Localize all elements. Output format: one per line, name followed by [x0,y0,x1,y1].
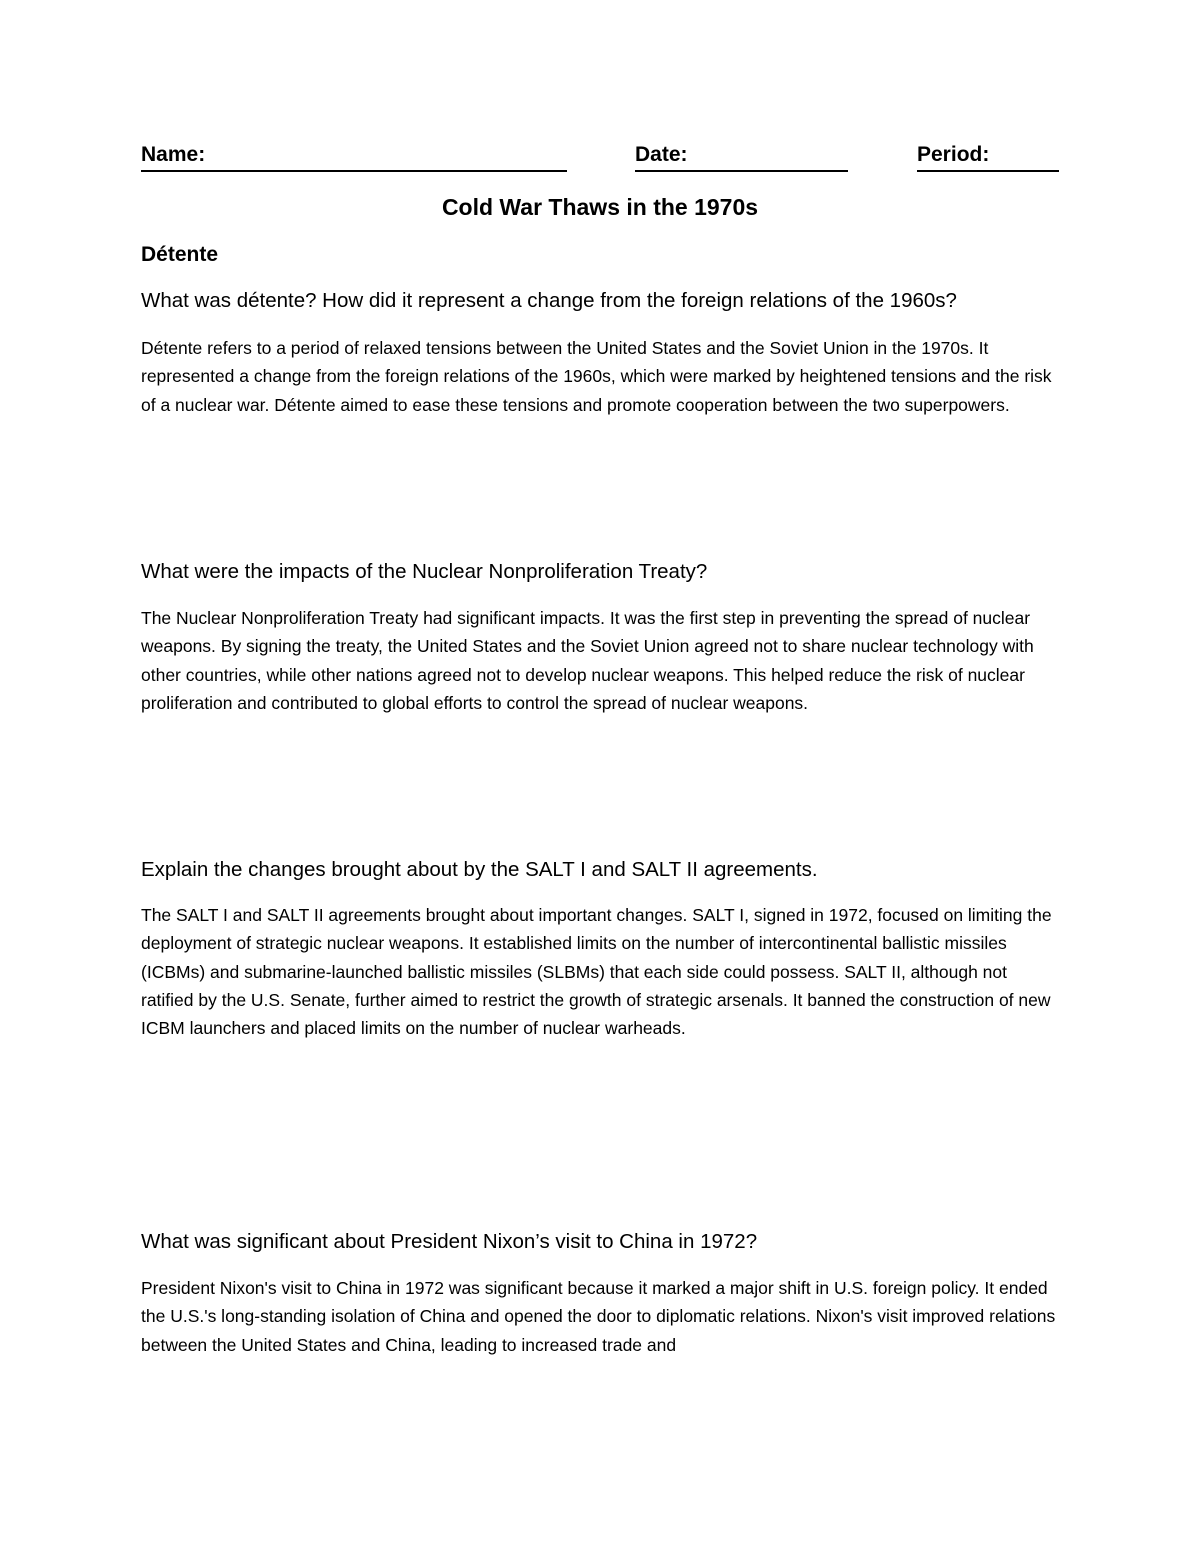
name-field[interactable] [141,140,567,172]
worksheet-title: Cold War Thaws in the 1970s [441,194,759,220]
question-2: What were the impacts of the Nuclear Nonproliferation Treaty? [141,560,708,583]
period-label: Period: [917,143,990,166]
date-label: Date: [635,143,688,166]
answer-4: President Nixon's visit to China in 1972 was significant because it marked a major shift in U.S. foreign policy. It ended the U.S.'s long-standing isolation of China and opened the door to diplomatic relations. Nixon's visit improved relations between the United States and China, leading to increased trade and [141,1278,1056,1355]
question-1: What was détente? How did it represent a change from the foreign relations of the 1960s? [141,289,957,312]
name-label: Name: [141,143,206,166]
question-4: What was significant about President Nixon’s visit to China in 1972? [141,1230,758,1253]
date-field[interactable] [635,140,848,172]
student-info-header [141,140,1059,172]
answer-2: The Nuclear Nonproliferation Treaty had significant impacts. It was the first step in preventing the spread of nuclear weapons. By signing the treaty, the United States and the Soviet Union agreed not to share nuclear technology with other countries, while other nations agreed not to develop nuclear weapons. This helped reduce the risk of nuclear proliferation and contributed to global efforts to control the spread of nuclear weapons. [141,608,1034,713]
answer-1: Détente refers to a period of relaxed tensions between the United States and the Soviet Union in the 1970s. It represented a change from the foreign relations of the 1960s, which were marked by heightened tensions and the risk of a nuclear war. Détente aimed to ease these tensions and promote cooperation between the two superpowers. [141,338,1052,415]
question-3: Explain the changes brought about by the SALT I and SALT II agreements. [141,858,818,881]
answer-3: The SALT I and SALT II agreements brought about important changes. SALT I, signed in 1972, focused on limiting the deployment of strategic nuclear weapons. It established limits on the number of intercontinental ballistic missiles (ICBMs) and submarine-launched ballistic missiles (SLBMs) that each side could possess. SALT II, although not ratified by the U.S. Senate, further aimed to restrict the growth of strategic arsenals. It banned the construction of new ICBM launchers and placed limits on the number of nuclear warheads. [141,905,1052,1039]
period-field[interactable] [917,140,1059,172]
section-heading: Détente [141,243,219,266]
